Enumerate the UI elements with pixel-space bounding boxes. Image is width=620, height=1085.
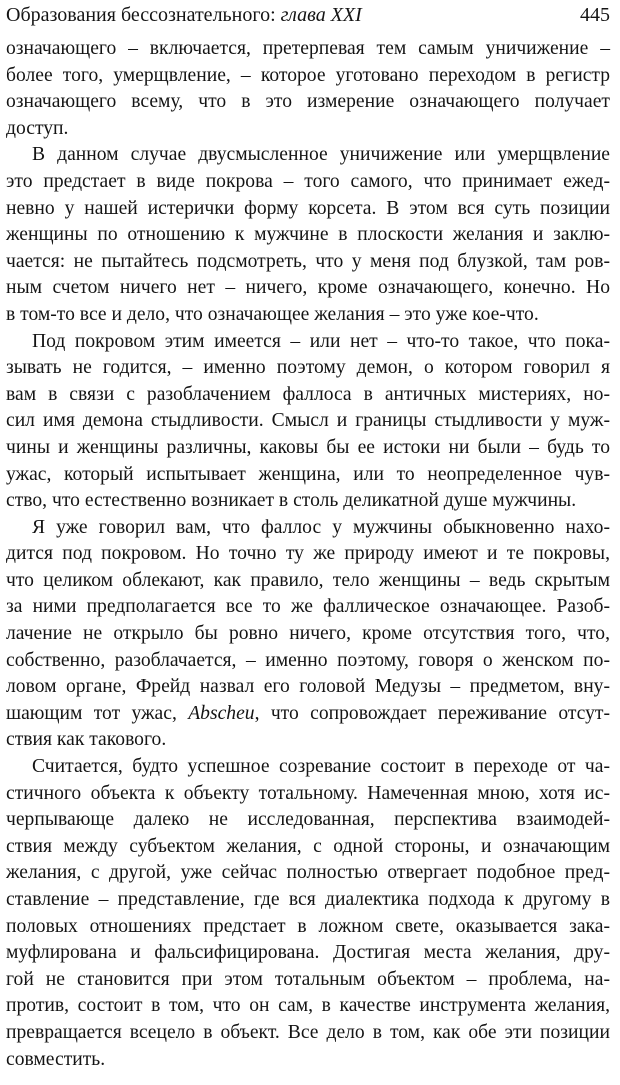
text-line: доступ.	[6, 117, 69, 139]
text-line: черпывающе далеко не исследованная, перспектива взаимодей-	[6, 809, 610, 831]
text-line: чается: не пытайтесь подсмотреть, что у меня под блузкой, там ров-	[6, 250, 610, 272]
text-line: стичного объекта к объекту тотальному. Намеченная мною, хотя ис-	[6, 782, 610, 804]
text-segment: , что сопровождает переживание отсут-	[254, 702, 610, 724]
text-line: ство, что естественно возникает в столь деликатной душе мужчины.	[6, 490, 577, 512]
body-text	[6, 36, 610, 1073]
text-line: чины и женщины различны, каковы бы ее истоки ни были – будь то	[6, 436, 610, 458]
text-line: ловом органе, Фрейд назвал его головой Медузы – предметом, вну-	[6, 676, 610, 698]
text-line: ставление – представление, где вся диалектика подхода к другому в	[6, 889, 610, 910]
text-line: сил имя демона стыдливости. Смысл и границы стыдливости у муж-	[6, 410, 610, 432]
text-line: совместить.	[6, 1048, 106, 1070]
text-line: против, состоит в том, что он сам, в качестве инструмента желания,	[6, 995, 610, 1017]
running-title-chapter: глава XXI	[280, 4, 362, 26]
paragraph-4	[6, 515, 610, 754]
text-line: ствия между субъектом желания, с одной стороны, и означающим	[6, 835, 610, 857]
text-line: половых отношениях предстает в ложном свете, оказывается зака-	[6, 915, 610, 937]
text-line: Под покровом этим имеется – или нет – что-то такое, что пока-	[32, 330, 610, 352]
text-line: вам в связи с разоблачением фаллоса в античных мистериях, но-	[6, 383, 610, 405]
text-line: ужас, который испытывает женщина, или то неопределенное чув-	[6, 463, 610, 485]
text-line: это предстает в виде покрова – того самого, что принимает ежед-	[6, 170, 610, 192]
text-line: Я уже говорил вам, что фаллос у мужчины обыкновенно нахо-	[32, 516, 610, 538]
text-line: невно у нашей истерички форму корсета. В этом вся суть позиции	[6, 197, 610, 219]
italic-term: Abscheu	[188, 702, 255, 724]
text-line: желания, с другой, уже сейчас полностью отвергает подобное пред-	[6, 862, 610, 884]
text-line: означающего всему, что в это измерение означающего получает	[6, 91, 610, 113]
text-line: ствия как такового.	[6, 729, 167, 751]
paragraph-3	[6, 329, 610, 515]
text-line: гой не становится при этом тотальным объектом – проблема, на-	[6, 968, 610, 990]
running-title	[6, 0, 362, 30]
text-segment: шающим тот ужас,	[6, 702, 189, 724]
paragraph-5	[6, 754, 610, 1073]
paragraph-2	[6, 142, 610, 328]
text-line: более того, умерщвление, – которое уготовано переходом в регистр	[6, 64, 610, 86]
text-line: за ними предполагается все то же фаллическое означающее. Разоб-	[6, 596, 610, 618]
text-line: ным счетом ничего нет – ничего, кроме означающего, конечно. Но	[6, 277, 610, 299]
text-line: муфлирована и фальсифицирована. Достигая места желания, дру-	[6, 942, 610, 964]
text-line: лачение не открыло бы ровно ничего, кроме отсутствия того, что,	[6, 623, 610, 645]
paragraph-1	[6, 36, 610, 142]
text-line: женщины по отношению к мужчине в плоскости желания и заклю-	[6, 224, 610, 246]
text-line: собственно, разоблачается, – именно поэтому, говоря о женском по-	[6, 649, 610, 671]
running-title-main: Образования бессознательного:	[6, 4, 281, 26]
running-head	[6, 0, 610, 30]
page-number: 445	[580, 4, 610, 26]
text-line: что целиком облекают, как правило, тело женщины – ведь скрытым	[6, 569, 610, 591]
text-line: В данном случае двусмысленное уничижение или умерщвление	[32, 144, 610, 166]
text-line: означающего – включается, претерпевая тем самым уничижение –	[6, 38, 610, 59]
text-line: дится под покровом. Но точно ту же природу имеют и те покровы,	[6, 543, 610, 565]
text-line: Считается, будто успешное созревание состоит в переходе от ча-	[32, 756, 610, 778]
text-line: превращается всецело в объект. Все дело в том, как обе эти позиции	[6, 1021, 610, 1043]
text-line: зывать не годится, – именно поэтому демон, о котором говорил я	[6, 357, 610, 379]
text-line-with-italic	[6, 701, 610, 728]
text-line: в том-то все и дело, что означающее желания – это уже кое-что.	[6, 303, 539, 325]
